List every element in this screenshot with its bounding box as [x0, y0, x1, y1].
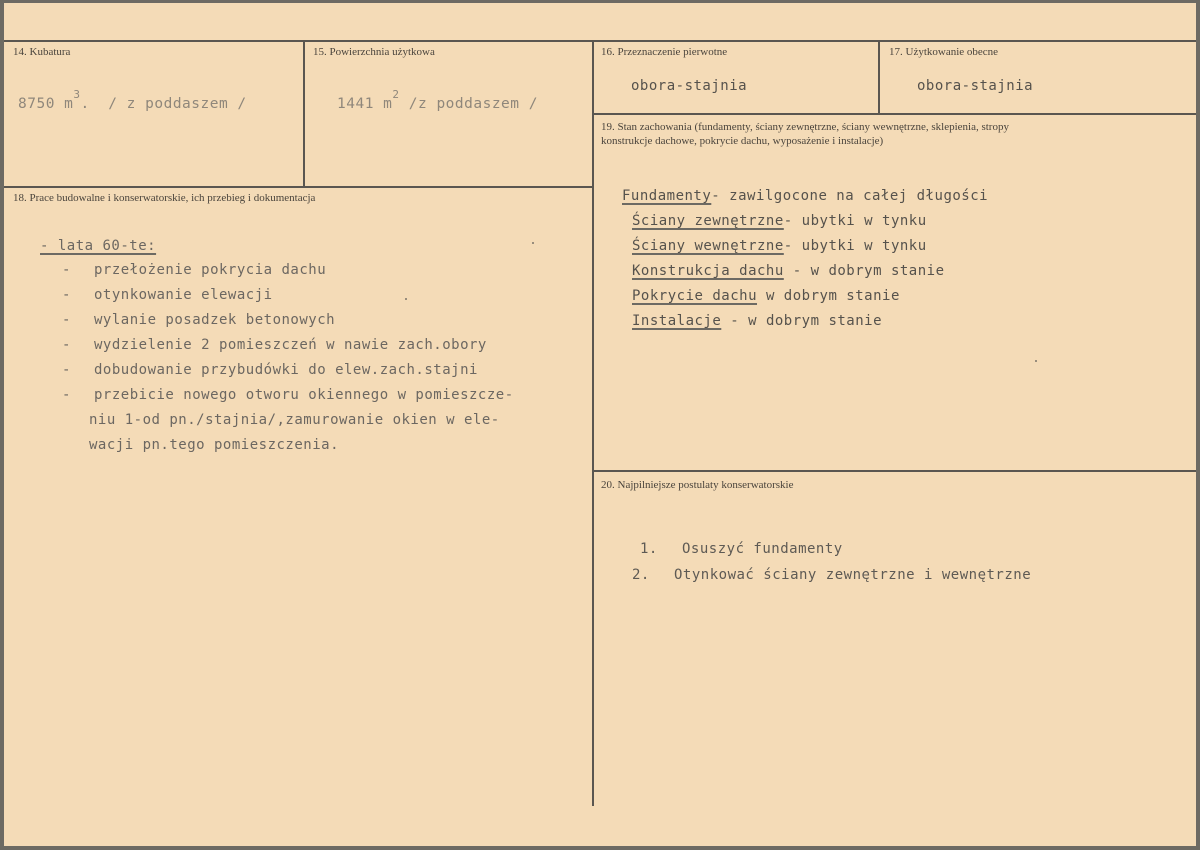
- field-15-number: 1441: [337, 95, 374, 112]
- rule-vert-center: [592, 40, 594, 806]
- field-14-label: 14. Kubatura: [13, 46, 71, 58]
- field-14-unit: m: [64, 95, 74, 112]
- postulate-text: Otynkować ściany zewnętrzne i wewnętrzne: [674, 567, 1032, 583]
- works-item: - otynkowanie elewacji: [62, 287, 273, 303]
- field-15-suffix: /z poddaszem /: [408, 95, 538, 112]
- postulates-list: [632, 536, 1032, 588]
- works-item: - dobudowanie przybudówki do elew.zach.stajni: [62, 362, 478, 378]
- field-15-unit: m: [383, 95, 393, 112]
- condition-row: [622, 259, 988, 284]
- scan-speck: [532, 242, 534, 244]
- condition-key: Ściany zewnętrzne: [632, 213, 784, 229]
- condition-key: Fundamenty: [622, 188, 712, 204]
- postulate-item: [640, 536, 1031, 562]
- works-item-continuation: niu 1-od pn./stajnia/,zamurowanie okien w ele-: [89, 412, 500, 428]
- condition-key: Instalacje: [632, 313, 722, 329]
- works-item: - przełożenie pokrycia dachu: [62, 262, 327, 278]
- scan-speck: [1035, 360, 1037, 362]
- works-item: - przebicie nowego otworu okiennego w pomieszcze- niu 1-od pn./stajnia/,zamurowanie okien w ele- wacji pn.tego pomieszczenia.: [62, 383, 514, 458]
- condition-value: - zawilgocone na całej długości: [711, 188, 989, 204]
- works-item-text: przełożenie pokrycia dachu: [94, 262, 327, 278]
- field-15-exponent: 2: [392, 88, 400, 101]
- field-15-value: [337, 86, 538, 117]
- field-14-number: 8750: [18, 95, 55, 112]
- field-14-exponent: 3: [73, 88, 81, 101]
- field-19-label: 19. Stan zachowania (fundamenty, ściany zewnętrzne, ściany wewnętrzne, sklepienia, stropy konstrukcje dachowe, pokrycie dachu, wyposażenie i instalacje): [601, 121, 1009, 147]
- condition-value: w dobrym stanie: [757, 288, 900, 304]
- field-16-value: obora-stajnia: [631, 78, 748, 94]
- postulate-number: 2.: [632, 567, 650, 583]
- works-item-continuation: wacji pn.tego pomieszczenia.: [89, 437, 340, 453]
- card-edge-top: [0, 0, 1200, 3]
- scan-speck: [405, 298, 407, 300]
- works-item-text: przebicie nowego otworu okiennego w pomieszcze-: [94, 387, 514, 403]
- condition-row: [622, 234, 988, 259]
- works-list: [62, 258, 514, 458]
- rule-row3-right: [594, 470, 1196, 472]
- condition-row: [622, 209, 988, 234]
- postulate-item: [632, 562, 1031, 588]
- field-14-value: 8750 $m^3$. / z poddaszem /: [18, 88, 247, 112]
- condition-value: - w dobrym stanie: [721, 313, 883, 329]
- rule-row1-left: [4, 186, 594, 188]
- condition-key: Konstrukcja dachu: [632, 263, 784, 279]
- condition-value: - w dobrym stanie: [783, 263, 945, 279]
- field-15-label: 15. Powierzchnia użytkowa: [313, 46, 435, 58]
- works-item: - wylanie posadzek betonowych: [62, 312, 336, 328]
- rule-vert-16-17: [878, 40, 880, 114]
- condition-value: - ubytki w tynku: [783, 213, 927, 229]
- postulate-text: Osuszyć fundamenty: [682, 541, 843, 557]
- field-14-suffix: / z poddaszem /: [108, 95, 247, 112]
- field-17-label: 17. Użytkowanie obecne: [889, 46, 999, 58]
- condition-row: [622, 284, 988, 309]
- condition-row: [622, 184, 988, 209]
- postulate-number: 1.: [640, 541, 658, 557]
- card-edge-bottom: [0, 846, 1200, 850]
- field-17-value: obora-stajnia: [917, 78, 1034, 94]
- works-item-text: wydzielenie 2 pomieszczeń w nawie zach.obory: [94, 337, 487, 353]
- rule-top: [4, 40, 1196, 42]
- works-item-text: wylanie posadzek betonowych: [94, 312, 336, 328]
- works-heading: - lata 60-te:: [40, 238, 157, 254]
- works-item: - wydzielenie 2 pomieszczeń w nawie zach.obory: [62, 337, 487, 353]
- field-16-label: 16. Przeznaczenie pierwotne: [601, 46, 728, 58]
- condition-row: [622, 309, 988, 334]
- condition-value: - ubytki w tynku: [783, 238, 927, 254]
- field-18-label: 18. Prace budowalne i konserwatorskie, ich przebieg i dokumentacja: [13, 192, 316, 204]
- works-item-text: dobudowanie przybudówki do elew.zach.stajni: [94, 362, 478, 378]
- condition-key: Pokrycie dachu: [632, 288, 758, 304]
- rule-vert-14-15: [303, 40, 305, 187]
- card-edge-left: [0, 0, 4, 850]
- card-edge-right: [1196, 0, 1200, 850]
- condition-list: [622, 184, 988, 334]
- rule-row1-right: [594, 113, 1196, 115]
- condition-key: Ściany wewnętrzne: [632, 238, 784, 254]
- field-20-label: 20. Najpilniejsze postulaty konserwatorskie: [601, 479, 794, 491]
- works-item-text: otynkowanie elewacji: [94, 287, 273, 303]
